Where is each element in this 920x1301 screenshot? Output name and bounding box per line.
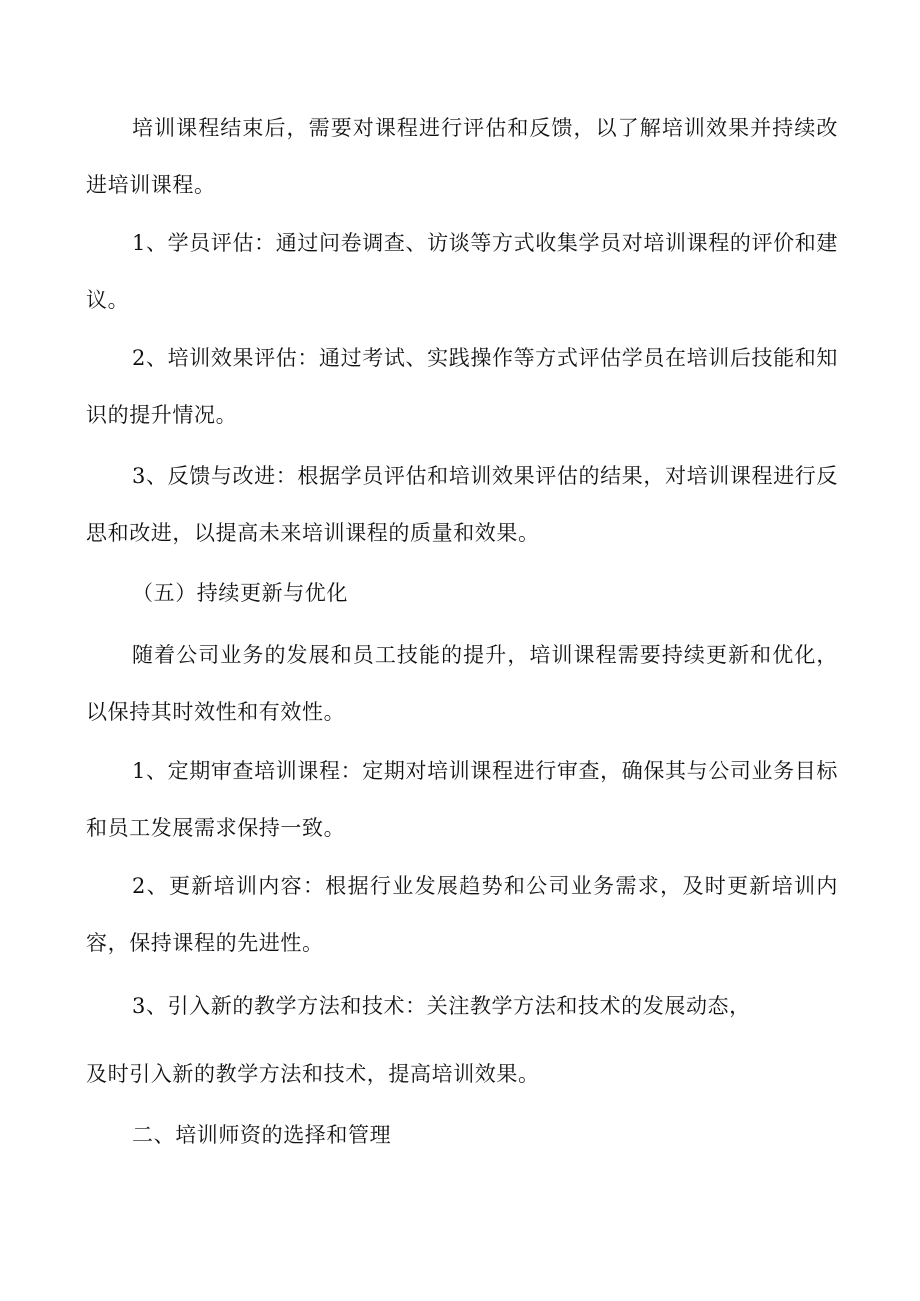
list-item-periodic-review: 1、定期审查培训课程：定期对培训课程进行审查，确保其与公司业务目标和员工发展需求保持一致。 xyxy=(86,759,838,840)
list-item-new-methods-line1: 3、引入新的教学方法和技术：关注教学方法和技术的发展动态， xyxy=(132,994,751,1018)
list-item-new-methods-line2: 及时引入新的教学方法和技术，提高培训效果。 xyxy=(86,1062,540,1086)
section-heading-update-optimize: （五）持续更新与优化 xyxy=(132,581,348,605)
list-item-student-evaluation: 1、学员评估：通过问卷调查、访谈等方式收集学员对培训课程的评价和建议。 xyxy=(86,231,838,312)
update-intro-paragraph: 随着公司业务的发展和员工技能的提升，培训课程需要持续更新和优化，以保持其时效性和有效性。 xyxy=(86,643,838,724)
list-item-effect-evaluation: 2、培训效果评估：通过考试、实践操作等方式评估学员在培训后技能和知识的提升情况。 xyxy=(86,346,838,427)
list-item-feedback-improvement: 3、反馈与改进：根据学员评估和培训效果评估的结果，对培训课程进行反思和改进，以提高未来培训课程的质量和效果。 xyxy=(86,464,838,545)
list-item-update-content: 2、更新培训内容：根据行业发展趋势和公司业务需求，及时更新培训内容，保持课程的先进性。 xyxy=(86,874,838,955)
chapter-heading-trainer-selection: 二、培训师资的选择和管理 xyxy=(132,1123,392,1147)
intro-paragraph: 培训课程结束后，需要对课程进行评估和反馈，以了解培训效果并持续改进培训课程。 xyxy=(86,116,838,197)
